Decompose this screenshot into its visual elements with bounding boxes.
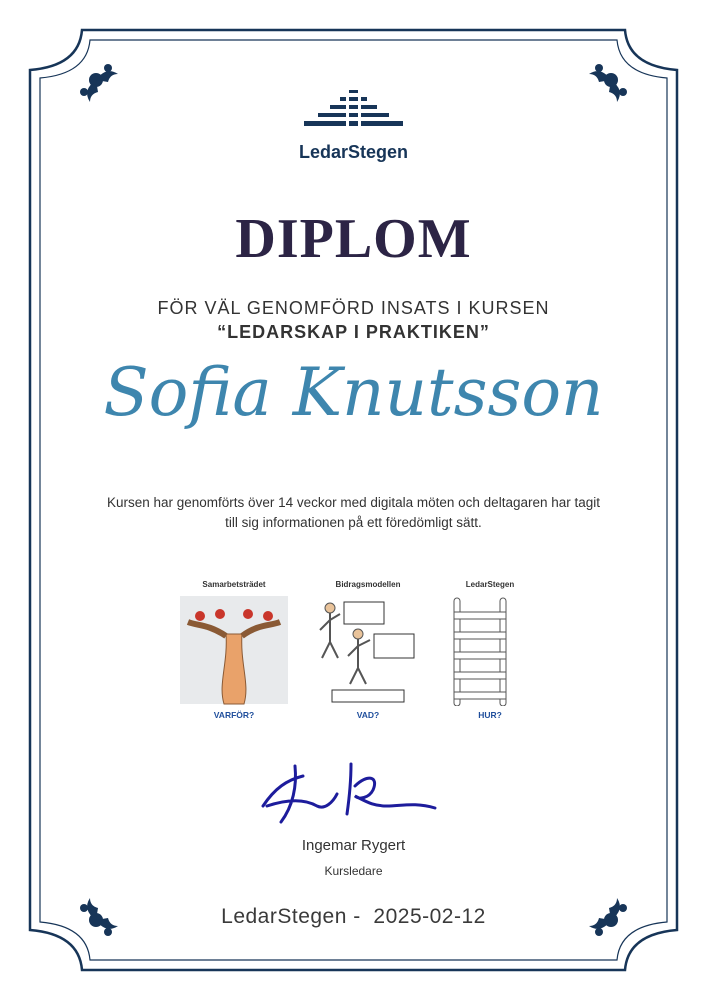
tree-illustration-icon	[178, 594, 290, 706]
card-footer: VARFÖR?	[213, 710, 255, 720]
card-title: Bidragsmodellen	[335, 580, 401, 589]
signer-role: Kursledare	[324, 864, 383, 878]
diploma-title: DIPLOM	[235, 208, 472, 270]
footer-line	[0, 905, 707, 929]
corner-ornament-icon	[589, 64, 627, 102]
signer-name: Ingemar Rygert	[301, 837, 406, 854]
card-footer: HUR?	[478, 710, 502, 720]
card-footer: VAD?	[356, 710, 380, 720]
corner-ornament-icon	[80, 64, 118, 102]
recipient-name: Sofia Knutsson	[103, 354, 604, 431]
description-text: Kursen har genomförts över 14 veckor med digitala möten och deltagaren har tagit till sig informationen på ett föredömligt sätt.	[106, 495, 601, 530]
handwritten-signature-icon	[255, 756, 440, 836]
model-card-bidragsmodellen	[312, 580, 424, 720]
footer-brand: LedarStegen -	[221, 905, 361, 928]
card-title: Samarbetsträdet	[202, 580, 266, 589]
ladder-illustration-icon	[434, 594, 546, 706]
contribution-model-icon	[312, 594, 424, 706]
card-title: LedarStegen	[465, 580, 515, 589]
subtitle: FÖR VÄL GENOMFÖRD INSATS I KURSEN	[157, 298, 550, 318]
course-name: “LEDARSKAP I PRAKTIKEN”	[217, 322, 490, 342]
brand-name: LedarStegen	[298, 142, 409, 162]
model-card-ledarstegen	[434, 580, 546, 720]
model-card-samarbetstradet	[178, 580, 290, 720]
issue-date: 2025-02-12	[373, 905, 486, 928]
